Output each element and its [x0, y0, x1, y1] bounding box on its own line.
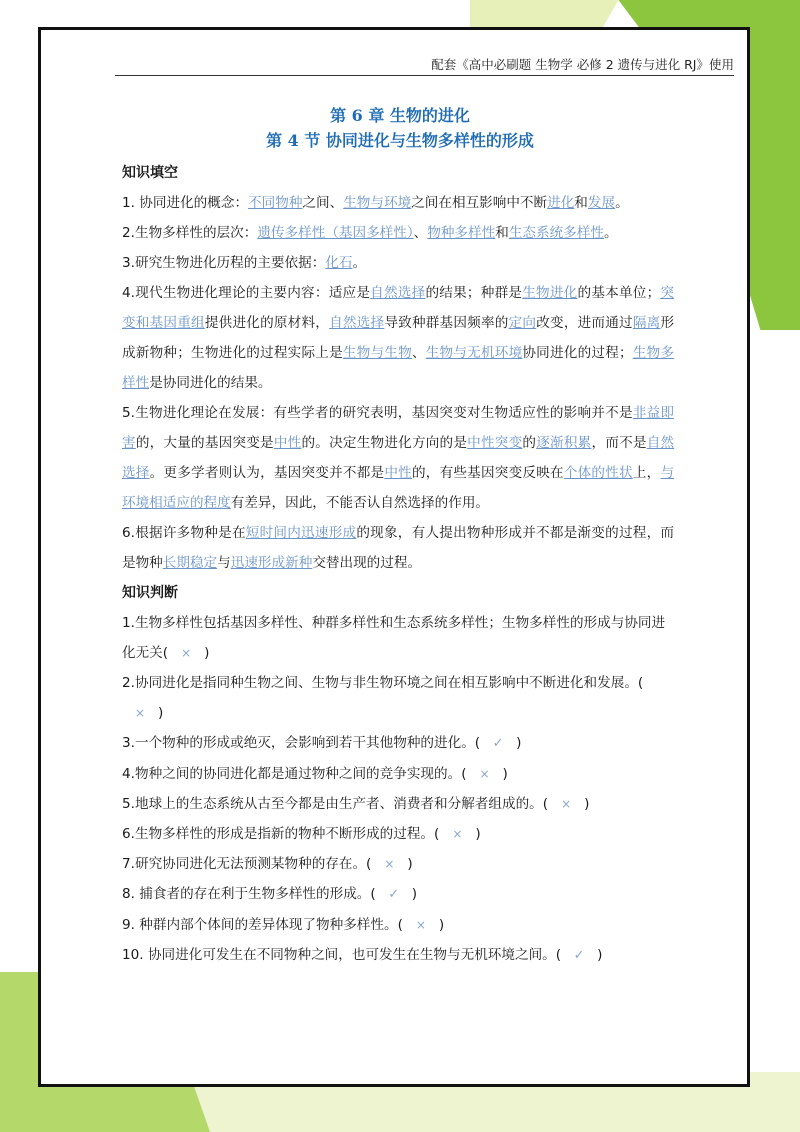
judge-item	[122, 879, 674, 910]
section-title: 第 4 节 协同进化与生物多样性的形成	[266, 131, 534, 150]
fill-text: 的	[522, 435, 537, 451]
judge-statement: 7.研究协同进化无法预测某物种的存在。(	[122, 856, 372, 872]
fill-text: 之间在相互影响中不断	[411, 195, 548, 211]
check-mark-icon: ✓	[492, 736, 504, 751]
fill-heading: 知识填空	[122, 165, 178, 181]
judge-item	[122, 849, 674, 879]
judge-bracket: )	[411, 886, 417, 902]
judge-statement: 10. 协同进化可发生在不同物种之间，也可发生在生物与无机环境之间。(	[122, 947, 562, 963]
bg-decoration-green-left	[0, 972, 40, 1092]
judge-bracket: )	[502, 766, 508, 782]
fill-answer: 化石	[325, 255, 353, 271]
fill-text: 和	[495, 225, 509, 241]
fill-text: 。更多学者则认为，基因突变并不都是	[149, 465, 385, 481]
judge-statement: 2.协同进化是指同种生物之间、生物与非生物环境之间在相互影响中不断进化和发展。(	[122, 675, 644, 691]
cross-mark-icon: ×	[181, 646, 192, 660]
judge-item	[122, 789, 674, 819]
judge-item	[122, 819, 674, 849]
fill-text: 上，	[632, 465, 661, 481]
fill-answer: 迅速形成新种	[230, 555, 313, 571]
fill-text: 和	[574, 195, 588, 211]
fill-text: 的，大量的基因突变是	[135, 435, 274, 451]
fill-text: 协同进化的过程；	[522, 345, 633, 361]
fill-list	[122, 188, 674, 578]
fill-item	[122, 188, 674, 218]
fill-text: 有差异，因此，不能否认自然选择的作用。	[230, 495, 490, 511]
fill-text: 3.研究生物进化历程的主要依据：	[122, 255, 326, 271]
fill-text: 的基本单位；	[577, 285, 661, 301]
fill-item	[122, 248, 674, 278]
cross-mark-icon: ×	[415, 918, 426, 932]
judge-item	[122, 910, 674, 940]
fill-text: 导致种群基因频率的	[384, 315, 509, 331]
fill-answer: 中性	[384, 465, 412, 481]
fill-item	[122, 518, 674, 578]
judge-item	[122, 608, 674, 668]
judge-bracket: )	[597, 947, 603, 963]
judge-statement: 6.生物多样性的形成是指新的物种不断形成的过程。(	[122, 826, 440, 842]
fill-text: 的，有些基因突变反映在	[411, 465, 564, 481]
judge-item	[122, 728, 674, 759]
fill-answer: 逐渐积累	[536, 435, 592, 451]
fill-answer: 不同物种	[248, 195, 303, 211]
fill-answer: 与环境相适应的程度	[122, 465, 675, 511]
fill-text: 的现象，有人提出物种形成并不都是渐变的过程，而是物种	[122, 525, 674, 571]
fill-answer: 突变和基因重组	[122, 285, 675, 331]
fill-text: 、	[411, 345, 426, 361]
fill-text: 2.生物多样性的层次：	[122, 225, 258, 241]
fill-answer: 自然选择	[370, 285, 426, 301]
fill-item	[122, 398, 674, 518]
header-divider	[115, 75, 734, 76]
fill-text: 的结果；种群是	[425, 285, 523, 301]
cross-mark-icon: ×	[134, 706, 146, 720]
cross-mark-icon: ×	[479, 767, 490, 781]
fill-answer: 定向	[508, 315, 537, 331]
fill-text: 1. 协同进化的概念：	[122, 195, 249, 211]
fill-answer: 生物进化	[522, 285, 578, 301]
fill-answer: 遗传多样性（基因多样性）	[257, 225, 414, 241]
fill-text: 形成新物种；生物进化的过程实际上是	[122, 315, 675, 361]
judge-statement: 3.一个物种的形成或绝灭，会影响到若干其他物种的进化。(	[122, 735, 481, 751]
judge-bracket: )	[584, 796, 590, 812]
judge-bracket: )	[516, 735, 522, 751]
fill-answer: 生物多样性	[122, 345, 675, 391]
judge-bracket: )	[204, 645, 210, 661]
judge-item	[122, 668, 674, 728]
chapter-title: 第 6 章 生物的进化	[330, 106, 470, 125]
content	[122, 158, 674, 971]
judge-item	[122, 940, 674, 971]
fill-text: 改变，进而通过	[536, 315, 633, 331]
fill-answer: 物种多样性	[427, 225, 496, 241]
fill-text: 。	[352, 255, 367, 271]
judge-bracket: )	[438, 917, 445, 933]
fill-answer: 个体的性状	[563, 465, 633, 481]
fill-text: 提供进化的原材料，	[204, 315, 330, 331]
judge-bracket: )	[475, 826, 481, 842]
cross-mark-icon: ×	[384, 857, 395, 871]
fill-answer: 非益即害	[122, 405, 675, 451]
fill-answer: 生态系统多样性	[508, 225, 604, 241]
judge-bracket: )	[158, 705, 164, 721]
header-note: 配套《高中必刷题 生物学 必修 2 遗传与进化 RJ》使用	[431, 57, 734, 72]
fill-answer: 生物与生物	[342, 345, 412, 361]
judge-bracket: )	[407, 856, 413, 872]
fill-answer: 进化	[547, 195, 575, 211]
fill-item	[122, 218, 674, 248]
fill-text: 之间、	[302, 195, 344, 211]
cross-mark-icon: ×	[452, 827, 463, 841]
fill-answer: 隔离	[632, 315, 661, 331]
fill-text: 与	[217, 555, 231, 571]
fill-text: 6.根据许多物种是在	[122, 525, 246, 541]
fill-answer: 生物与无机环境	[425, 345, 523, 361]
cross-mark-icon: ×	[561, 797, 572, 811]
fill-answer: 长期稳定	[162, 555, 218, 571]
judge-statement: 5.地球上的生态系统从古至今都是由生产者、消费者和分解者组成的。(	[122, 796, 549, 812]
judge-heading: 知识判断	[122, 585, 178, 601]
fill-answer: 发展	[587, 195, 616, 211]
judge-list	[122, 608, 674, 971]
judge-item	[122, 759, 674, 789]
judge-statement: 9. 种群内部个体间的差异体现了物种多样性。(	[122, 917, 403, 933]
fill-text: 是协同进化的结果。	[149, 375, 272, 391]
fill-text: 。	[615, 195, 629, 211]
fill-answer: 生物与环境	[343, 195, 412, 211]
judge-statement: 1.生物多样性包括基因多样性、种群多样性和生态系统多样性；生物多样性的形成与协同进化无关(	[122, 615, 666, 661]
fill-text: 的。决定生物进化方向的是	[301, 435, 468, 451]
judge-statement: 4.物种之间的协同进化都是通过物种之间的竞争实现的。(	[122, 766, 467, 782]
fill-text: 交替出现的过程。	[312, 555, 422, 571]
fill-text: 。	[603, 225, 618, 241]
fill-item	[122, 278, 674, 398]
fill-answer: 自然选择	[329, 315, 385, 331]
fill-answer: 中性突变	[467, 435, 523, 451]
judge-statement: 8. 捕食者的存在利于生物多样性的形成。(	[122, 886, 376, 902]
fill-text: 5.生物进化理论在发展：有些学者的研究表明，基因突变对生物适应性的影响并不是	[122, 405, 633, 421]
fill-text: 、	[413, 225, 428, 241]
fill-answer: 自然选择	[122, 435, 675, 481]
fill-text: ，而不是	[591, 435, 647, 451]
fill-answer: 短时间内迅速形成	[245, 525, 357, 541]
fill-text: 4.现代生物进化理论的主要内容：适应是	[122, 285, 371, 301]
check-mark-icon: ✓	[388, 887, 400, 902]
check-mark-icon: ✓	[573, 948, 585, 963]
fill-answer: 中性	[273, 435, 302, 451]
